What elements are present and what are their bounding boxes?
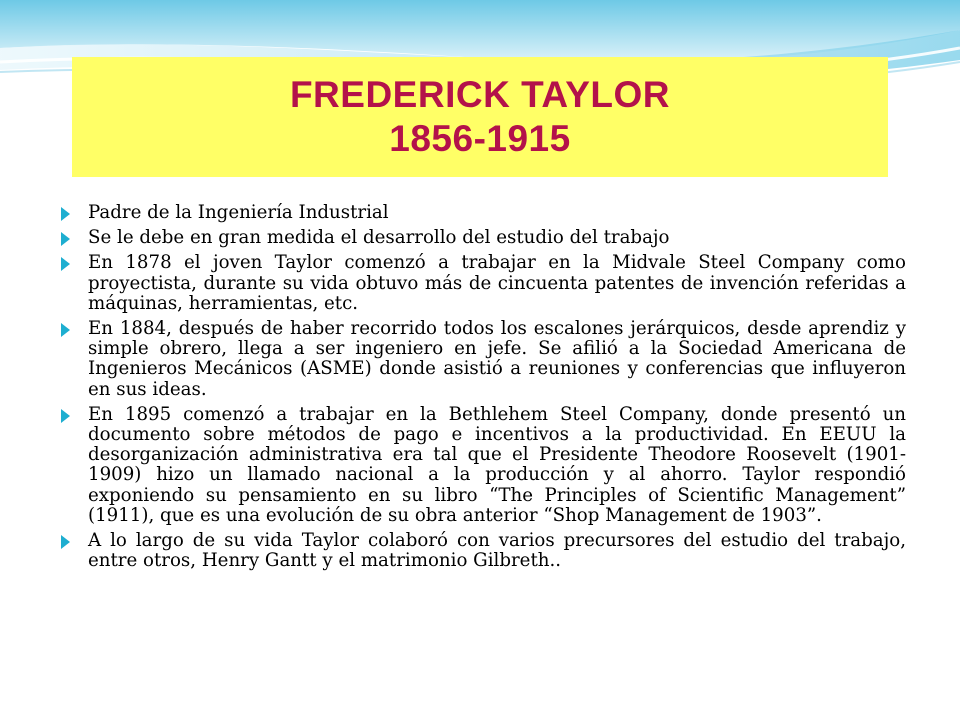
bullet-list xyxy=(60,203,906,576)
bullet-arrow-icon xyxy=(61,323,70,337)
bullet-arrow-icon xyxy=(61,535,70,549)
bullet-arrow-icon xyxy=(61,207,70,221)
bullet-text: En 1878 el joven Taylor comenzó a trabajar en la Midvale Steel Company como proyectista, durante su vida obtuvo más de cincuenta patentes de invención referidas a máquinas, herramientas, etc. xyxy=(88,252,906,314)
bullet-text: A lo largo de su vida Taylor colaboró con varios precursores del estudio del trabajo, entre otros, Henry Gantt y el matrimonio Gilbreth.. xyxy=(88,530,906,572)
list-item xyxy=(60,203,906,223)
list-item xyxy=(60,228,906,248)
bullet-arrow-icon xyxy=(61,409,70,423)
list-item xyxy=(60,405,906,526)
bullet-text: Padre de la Ingeniería Industrial xyxy=(88,202,389,223)
bullet-arrow-icon xyxy=(61,232,70,246)
list-item xyxy=(60,319,906,400)
list-item xyxy=(60,253,906,314)
bullet-arrow-icon xyxy=(61,257,70,271)
bullet-text: Se le debe en gran medida el desarrollo del estudio del trabajo xyxy=(88,227,670,249)
bullet-text: En 1884, después de haber recorrido todos los escalones jerárquicos, desde aprendiz y simple obrero, llega a ser ingeniero en jefe. Se afilió a la Sociedad Americana de Ingenieros Mecánicos (ASME) donde asistió a reuniones y conferencias que influyeron en sus ideas. xyxy=(88,318,906,400)
list-item xyxy=(60,531,906,571)
slide-title: FREDERICK TAYLOR xyxy=(289,74,671,115)
title-box xyxy=(72,57,888,177)
slide-subtitle-years: 1856-1915 xyxy=(389,118,571,159)
bullet-text: En 1895 comenzó a trabajar en la Bethlehem Steel Company, donde presentó un documento sobre métodos de pago e incentivos a la productividad. En EEUU la desorganización administrativa era tal que el Presidente Theodore Roosevelt (1901-1909) hizo un llamado nacional a la producción y al ahorro. Taylor respondió exponiendo su pensamiento en su libro “The Principles of Scientific Management” (1911), que es una evolución de su obra anterior “Shop Management de 1903”. xyxy=(88,403,906,526)
